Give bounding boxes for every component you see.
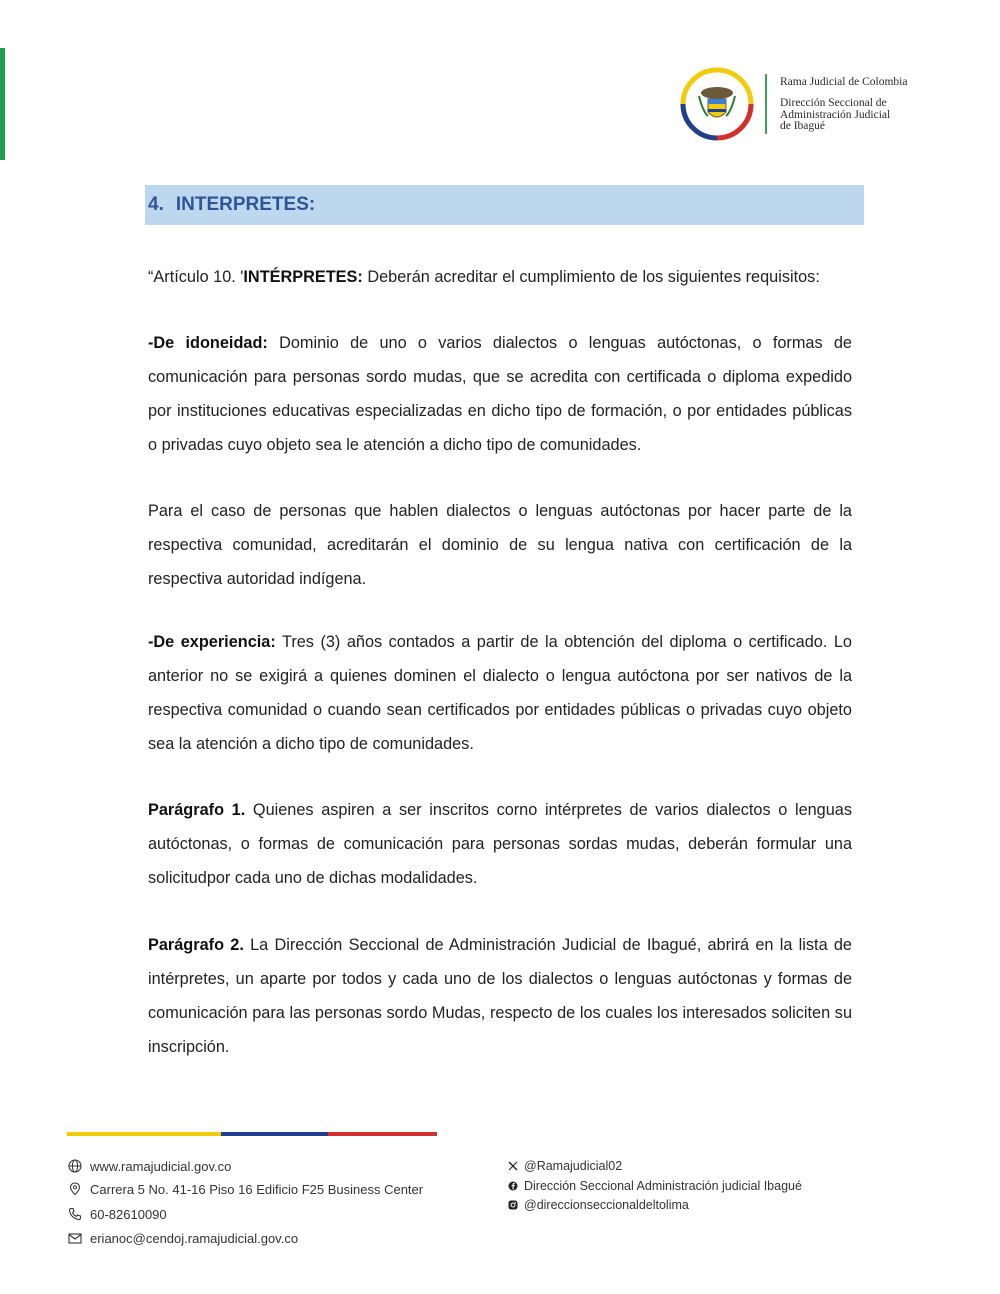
idoneidad-paragraph xyxy=(148,326,852,462)
paragrafo-2 xyxy=(148,928,852,1064)
paragrafo-2-text: La Dirección Seccional de Administración Judicial de Ibagué, abrirá en la lista de intérpretes, un aparte por todos y cada uno de los dialectos o lenguas autóctonas y formas de comunicación para las personas sordo Mudas, respecto de los cuales los interesados soliciten su inscripción. xyxy=(148,936,852,1056)
instagram-handle[interactable]: @direccionseccionaldeltolima xyxy=(524,1198,689,1212)
globe-icon xyxy=(67,1158,83,1174)
footer-website[interactable] xyxy=(67,1158,231,1174)
stripe-red xyxy=(328,1132,437,1136)
phone-icon xyxy=(67,1206,83,1222)
paragrafo-1-label: Parágrafo 1. xyxy=(148,801,246,819)
paragrafo-2-label: Parágrafo 2. xyxy=(148,936,244,954)
coat-of-arms-logo-icon xyxy=(679,66,755,142)
footer-instagram[interactable] xyxy=(508,1198,689,1212)
logo-divider xyxy=(765,74,767,134)
section-title: INTERPRETES: xyxy=(175,194,316,215)
location-pin-icon xyxy=(67,1181,83,1197)
org-line-1: Rama Judicial de Colombia xyxy=(780,76,908,88)
experiencia-label: -De experiencia: xyxy=(148,633,276,651)
idoneidad-label: -De idoneidad: xyxy=(148,334,268,352)
intro-prefix: “Artículo 10. ' xyxy=(148,268,244,286)
caso-text: Para el caso de personas que hablen dialectos o lenguas autóctonas por hacer parte de la respectiva comunidad, acreditarán el dominio de su lengua nativa con certificación de la respectiva autoridad indígena. xyxy=(148,502,852,588)
address-text: Carrera 5 No. 41-16 Piso 16 Edificio F25 Business Center xyxy=(90,1181,424,1197)
footer-phone[interactable] xyxy=(67,1206,167,1222)
organization-name xyxy=(780,75,907,133)
intro-rest: Deberán acreditar el cumplimiento de los siguientes requisitos: xyxy=(362,268,820,286)
org-line-3: Administración Judicial xyxy=(780,108,891,121)
facebook-page[interactable]: Dirección Seccional Administración judicial Ibagué xyxy=(524,1179,802,1193)
left-accent-bar xyxy=(0,48,5,160)
paragrafo-1-text: Quienes aspiren a ser inscritos corno intérpretes de varios dialectos o lenguas autóctonas, o formas de comunicación para personas sordas mudas, deberán formular una solicitudpor cada uno de dichas modalidades. xyxy=(148,801,852,887)
org-line-4: de Ibagué xyxy=(780,120,826,132)
instagram-icon xyxy=(508,1200,518,1210)
paragrafo-1 xyxy=(148,793,852,895)
article-intro xyxy=(148,260,852,294)
footer-email[interactable] xyxy=(67,1230,298,1246)
mail-icon xyxy=(67,1230,83,1246)
section-heading xyxy=(145,185,864,225)
email-link[interactable]: erianoc@cendoj.ramajudicial.gov.co xyxy=(90,1230,299,1246)
twitter-handle[interactable]: @Ramajudicial02 xyxy=(524,1159,623,1173)
website-link[interactable]: www.ramajudicial.gov.co xyxy=(90,1158,232,1174)
footer-address xyxy=(67,1181,423,1197)
footer-twitter[interactable] xyxy=(508,1159,622,1173)
footer-facebook[interactable] xyxy=(508,1179,802,1193)
x-twitter-icon xyxy=(508,1161,518,1171)
facebook-icon xyxy=(508,1181,518,1191)
section-number: 4. xyxy=(148,194,164,215)
stripe-yellow xyxy=(67,1132,221,1136)
stripe-blue xyxy=(221,1132,328,1136)
experiencia-paragraph xyxy=(148,625,852,761)
intro-bold: INTÉRPRETES: xyxy=(243,268,363,286)
experiencia-text: Tres (3) años contados a partir de la obtención del diploma o certificado. Lo anterior no se exigirá a quienes dominen el dialecto o lengua autóctona por ser nativos de la respectiva comunidad o cuando sean certificados por entidades públicas o privadas cuyo objeto sea la atención a dicho tipo de comunidades. xyxy=(148,633,852,753)
footer-color-stripe xyxy=(67,1132,437,1136)
idoneidad-text: Dominio de uno o varios dialectos o lenguas autóctonas, o formas de comunicación para personas sordo mudas, que se acredita con certificada o diploma expedido por instituciones educativas especializadas en dicho tipo de formación, o por entidades públicas o privadas cuyo objeto sea le atención a dicho tipo de comunidades. xyxy=(148,334,852,454)
org-line-2: Dirección Seccional de xyxy=(780,97,887,109)
caso-paragraph xyxy=(148,494,852,596)
phone-text[interactable]: 60-82610090 xyxy=(90,1206,167,1222)
